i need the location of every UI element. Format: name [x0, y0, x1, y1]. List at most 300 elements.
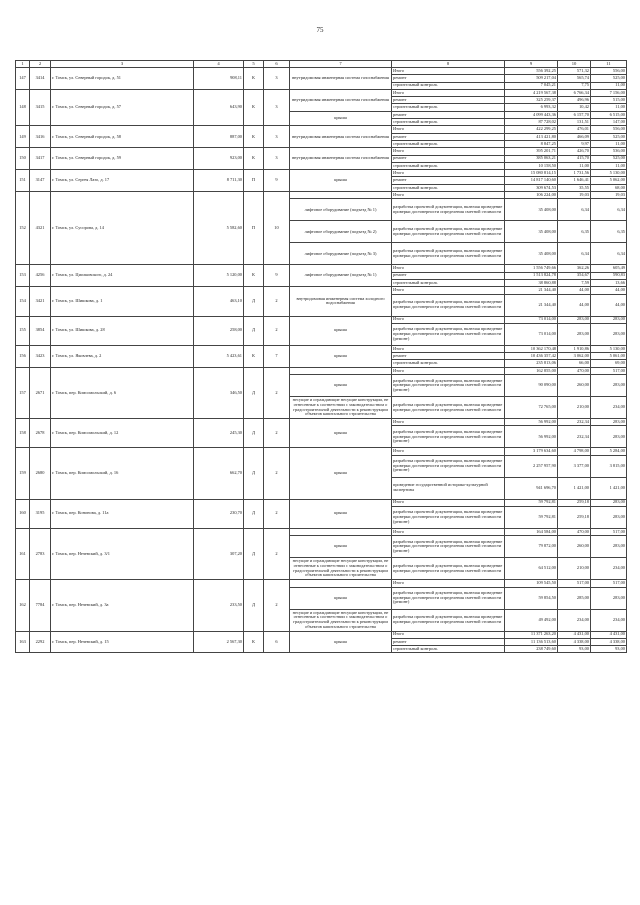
description-cell: разработка проектной документации, включая проведение проверки достоверности определения сметной стоимости (ремонт) [392, 426, 505, 448]
address-cell: г. Томск, пер. Нечевский, д. 3/1 [51, 528, 194, 579]
wall-material-cell: П [244, 192, 264, 265]
work-type-cell: крыша [290, 587, 392, 609]
unit-cost-cell: 283,00 [558, 323, 591, 345]
unit-cost-cell: 1 646,41 [558, 177, 591, 184]
address-cell: г. Томск, ул. Шишкова, д. 28 [51, 316, 194, 345]
cost-cell: 21 344,40 [505, 287, 558, 294]
unit-cost-cell: 426,70 [558, 148, 591, 155]
house-code-cell: 2292 [30, 631, 51, 653]
work-type-cell: крыша [290, 375, 392, 397]
column-header: 11 [591, 61, 627, 68]
cost-cell: 3 179 634,60 [505, 448, 558, 455]
cost-cell: 73 014,00 [505, 316, 558, 323]
address-cell: г. Томск, пер. Нечевский, д. 15 [51, 631, 194, 653]
cost-cell: 413 421,80 [505, 133, 558, 140]
address-cell: г. Томск, пер. Комсомольский, д. 6 [51, 367, 194, 418]
unit-cost-cell: 496,96 [558, 97, 591, 104]
description-cell: Итого [392, 528, 505, 535]
unit-cost-cell: 232,34 [558, 426, 591, 448]
cost-cell: 64 512,00 [505, 558, 558, 580]
description-cell: ремонт [392, 353, 505, 360]
row-number-cell: 152 [16, 192, 30, 265]
floors-cell: 6 [264, 631, 290, 653]
table-header-row [16, 61, 627, 68]
page-number: 75 [316, 26, 324, 34]
column-header: 1 [16, 61, 30, 68]
row-number-cell: 150 [16, 148, 30, 170]
unit-cost-cell: 4 431,00 [558, 631, 591, 638]
max-unit-cost-cell: 556,00 [591, 68, 627, 75]
column-header: 5 [244, 61, 264, 68]
cost-cell: 49 492,00 [505, 609, 558, 631]
table-row [16, 89, 627, 96]
unit-cost-cell: 565,74 [558, 75, 591, 82]
max-unit-cost-cell: 11,00 [591, 140, 627, 147]
description-cell: разработка проектной документации, включая проведение проверки достоверности определения сметной стоимости (ремонт) [392, 455, 505, 477]
work-type-cell: лифтовое оборудование (подъезд № 3) [290, 243, 392, 265]
work-type-cell: крыша [290, 499, 392, 528]
unit-cost-cell: 3 377,00 [558, 455, 591, 477]
work-type-cell: внутридомовая инженерная система газоснабжения [290, 148, 392, 170]
max-unit-cost-cell: 7 156,00 [591, 89, 627, 96]
unit-cost-cell: 131,51 [558, 119, 591, 126]
address-cell: г. Томск, пер. Кононова, д. 11а [51, 499, 194, 528]
wall-material-cell: Д [244, 367, 264, 418]
column-header: 2 [30, 61, 51, 68]
floors-cell: 3 [264, 148, 290, 170]
description-cell: строительный контроль [392, 279, 505, 286]
capital-repair-table [15, 60, 627, 653]
description-cell: Итого [392, 148, 505, 155]
max-unit-cost-cell: 517,00 [591, 580, 627, 587]
description-cell: строительный контроль [392, 82, 505, 89]
cost-cell: 1 513 824,78 [505, 272, 558, 279]
floors-cell: 2 [264, 580, 290, 631]
work-type-cell: крыша [290, 536, 392, 558]
cost-cell: 395 201,71 [505, 148, 558, 155]
wall-material-cell: К [244, 68, 264, 90]
floors-cell: 2 [264, 287, 290, 316]
wall-material-cell: К [244, 631, 264, 653]
row-number-cell: 149 [16, 126, 30, 148]
description-cell: разработка проектной документации, включая проведение проверки достоверности определения сметной стоимости (ремонт) [392, 536, 505, 558]
unit-cost-cell: 234,00 [558, 609, 591, 631]
row-number-cell: 154 [16, 287, 30, 316]
max-unit-cost-cell: 283,00 [591, 587, 627, 609]
table-row [16, 68, 627, 75]
table-row [16, 419, 627, 426]
description-cell: Итого [392, 448, 505, 455]
unit-cost-cell: 10,42 [558, 104, 591, 111]
work-type-cell [290, 528, 392, 535]
description-cell: ремонт [392, 97, 505, 104]
house-code-cell: 3414 [30, 68, 51, 90]
cost-cell: 4 099 443,36 [505, 111, 558, 118]
work-type-cell: лифтовое оборудование (подъезд № 2) [290, 221, 392, 243]
unit-cost-cell: 66,00 [558, 360, 591, 367]
cost-cell: 59 854,50 [505, 587, 558, 609]
wall-material-cell: Д [244, 287, 264, 316]
table-row [16, 345, 627, 352]
max-unit-cost-cell: 13,66 [591, 279, 627, 286]
description-cell: ремонт [392, 272, 505, 279]
unit-cost-cell: 466,09 [558, 133, 591, 140]
description-cell: Итого [392, 580, 505, 587]
table-row [16, 170, 627, 177]
cost-cell: 14 817 140,60 [505, 177, 558, 184]
max-unit-cost-cell: 283,00 [591, 323, 627, 345]
wall-material-cell: Д [244, 528, 264, 579]
house-code-cell: 3854 [30, 316, 51, 345]
floors-cell: 7 [264, 345, 290, 367]
table-row [16, 192, 627, 199]
max-unit-cost-cell: 556,00 [591, 126, 627, 133]
floors-cell: 2 [264, 419, 290, 448]
address-cell: г. Томск, ул. Шишкова, д. 1 [51, 287, 194, 316]
max-unit-cost-cell: 11,00 [591, 104, 627, 111]
cost-cell: 162 855,00 [505, 367, 558, 374]
unit-cost-cell: 6 766,34 [558, 89, 591, 96]
column-header: 6 [264, 61, 290, 68]
floors-cell: 9 [264, 265, 290, 287]
unit-cost-cell: 6 157,70 [558, 111, 591, 118]
cost-cell: 56 992,00 [505, 419, 558, 426]
max-unit-cost-cell: 283,00 [591, 316, 627, 323]
area-cell: 5 120,00 [194, 265, 244, 287]
area-cell: 245,30 [194, 419, 244, 448]
max-unit-cost-cell: 283,00 [591, 506, 627, 528]
unit-cost-cell: 6,35 [558, 221, 591, 243]
description-cell: Итого [392, 265, 505, 272]
table-row [16, 316, 627, 323]
max-unit-cost-cell: 19,03 [591, 192, 627, 199]
house-code-cell: 2680 [30, 448, 51, 499]
max-unit-cost-cell: 93,00 [591, 646, 627, 653]
work-type-cell: крыша [290, 170, 392, 192]
cost-cell: 59 792,81 [505, 506, 558, 528]
cost-cell: 385 063,21 [505, 155, 558, 162]
description-cell: Итого [392, 499, 505, 506]
wall-material-cell: Д [244, 580, 264, 631]
cost-cell: 73 014,00 [505, 323, 558, 345]
wall-material-cell: К [244, 345, 264, 367]
cost-cell: 59 792,81 [505, 499, 558, 506]
area-cell: 230,70 [194, 499, 244, 528]
max-unit-cost-cell: 525,00 [591, 155, 627, 162]
column-header: 4 [194, 61, 244, 68]
address-cell: г. Томск, пер. Комсомольский, д. 12 [51, 419, 194, 448]
house-code-cell: 3195 [30, 499, 51, 528]
description-cell: Итого [392, 367, 505, 374]
cost-cell: 6 993,32 [505, 104, 558, 111]
unit-cost-cell: 210,00 [558, 558, 591, 580]
unit-cost-cell: 260,00 [558, 375, 591, 397]
max-unit-cost-cell: 525,00 [591, 75, 627, 82]
row-number-cell: 157 [16, 367, 30, 418]
max-unit-cost-cell: 515,00 [591, 97, 627, 104]
description-cell: проведение государственной историко-культурной экспертизы [392, 477, 505, 499]
floors-cell: 2 [264, 528, 290, 579]
address-cell: г. Томск, ул. Северный городок, д. 57 [51, 89, 194, 125]
area-cell: 887,00 [194, 126, 244, 148]
house-code-cell: 3417 [30, 148, 51, 170]
cost-cell: 325 259,37 [505, 97, 558, 104]
house-code-cell: 4321 [30, 192, 51, 265]
column-header: 3 [51, 61, 194, 68]
house-code-cell: 2783 [30, 528, 51, 579]
row-number-cell: 147 [16, 68, 30, 90]
max-unit-cost-cell: 44,00 [591, 294, 627, 316]
cost-cell: 35 408,00 [505, 243, 558, 265]
unit-cost-cell: 19,03 [558, 192, 591, 199]
unit-cost-cell: 415,70 [558, 155, 591, 162]
cost-cell: 556 392,25 [505, 68, 558, 75]
table-row [16, 265, 627, 272]
table-row [16, 580, 627, 587]
unit-cost-cell: 93,00 [558, 646, 591, 653]
description-cell: разработка проектной документации, включая проведение проверки достоверности определения сметной стоимости (ремонт) [392, 587, 505, 609]
column-header: 7 [290, 61, 392, 68]
floors-cell: 2 [264, 499, 290, 528]
unit-cost-cell: 259,18 [558, 499, 591, 506]
unit-cost-cell: 1 421,00 [558, 477, 591, 499]
table-row [16, 148, 627, 155]
unit-cost-cell: 7,59 [558, 279, 591, 286]
row-number-cell: 162 [16, 580, 30, 631]
cost-cell: 72 765,00 [505, 397, 558, 419]
max-unit-cost-cell: 4 431,00 [591, 631, 627, 638]
cost-cell: 10 158,50 [505, 162, 558, 169]
max-unit-cost-cell: 5 130,00 [591, 345, 627, 352]
cost-cell: 106 224,00 [505, 192, 558, 199]
description-cell: ремонт [392, 111, 505, 118]
unit-cost-cell: 1 731,56 [558, 170, 591, 177]
cost-cell: 11 136 513,60 [505, 638, 558, 645]
max-unit-cost-cell: 605,49 [591, 265, 627, 272]
area-cell: 307,20 [194, 528, 244, 579]
cost-cell: 509 217,04 [505, 75, 558, 82]
unit-cost-cell: 35,55 [558, 184, 591, 191]
area-cell: 346,50 [194, 367, 244, 418]
description-cell: строительный контроль [392, 360, 505, 367]
area-cell: 5 423,61 [194, 345, 244, 367]
description-cell: разработка проектной документации, включая проведение проверки достоверности определения сметной стоимости [392, 558, 505, 580]
area-cell: 463,10 [194, 287, 244, 316]
max-unit-cost-cell: 517,00 [591, 528, 627, 535]
address-cell: г. Томск, ул. Сусорова, д. 14 [51, 192, 194, 265]
description-cell: разработка проектной документации, включая проведение проверки достоверности определения сметной стоимости [392, 609, 505, 631]
description-cell: ремонт [392, 155, 505, 162]
row-number-cell: 159 [16, 448, 30, 499]
unit-cost-cell: 260,00 [558, 536, 591, 558]
table-row [16, 631, 627, 638]
cost-cell: 238 749,60 [505, 646, 558, 653]
unit-cost-cell: 210,00 [558, 397, 591, 419]
unit-cost-cell: 6,34 [558, 199, 591, 221]
unit-cost-cell: 6,34 [558, 243, 591, 265]
max-unit-cost-cell: 11,00 [591, 82, 627, 89]
row-number-cell: 160 [16, 499, 30, 528]
description-cell: ремонт [392, 133, 505, 140]
floors-cell: 2 [264, 316, 290, 345]
cost-cell: 941 696,70 [505, 477, 558, 499]
address-cell: г. Томск, ул. Северный городок, д. 59 [51, 148, 194, 170]
address-cell: г. Томск, ул. Циолковского, д. 24 [51, 265, 194, 287]
work-type-cell: несущие и ограждающие несущие конструкции, не отнесенные к соответствии с законодательством о градостроительной деятельности к реконструкции объектов капитального строительства [290, 558, 392, 580]
unit-cost-cell: 476,01 [558, 126, 591, 133]
work-type-cell: лифтовое оборудование (подъезд № 1) [290, 265, 392, 287]
max-unit-cost-cell: 590,83 [591, 272, 627, 279]
work-type-cell: несущие и ограждающие несущие конструкции, не отнесенные к соответствии с законодательством о градостроительной деятельности к реконструкции объектов капитального строительства [290, 609, 392, 631]
wall-material-cell: Д [244, 316, 264, 345]
house-code-cell: 2671 [30, 367, 51, 418]
unit-cost-cell: 470,00 [558, 528, 591, 535]
description-cell: Итого [392, 192, 505, 199]
cost-cell: 35 408,00 [505, 221, 558, 243]
work-type-cell: крыша [290, 448, 392, 499]
work-type-cell: крыша [290, 419, 392, 448]
floors-cell: 3 [264, 68, 290, 90]
max-unit-cost-cell: 525,00 [591, 133, 627, 140]
table-row [16, 448, 627, 455]
work-type-cell: внутридомовая инженерная система холодного водоснабжения [290, 287, 392, 316]
address-cell: г. Томск, пер. Нечевский, д. 3а [51, 580, 194, 631]
row-number-cell: 151 [16, 170, 30, 192]
area-cell: 643,90 [194, 89, 244, 125]
max-unit-cost-cell: 147,00 [591, 119, 627, 126]
cost-cell: 10 362 170,48 [505, 345, 558, 352]
max-unit-cost-cell: 283,00 [591, 499, 627, 506]
description-cell: ремонт [392, 75, 505, 82]
floors-cell: 10 [264, 192, 290, 265]
description-cell: разработка проектной документации, включая проведение проверки достоверности определения сметной стоимости (ремонт) [392, 323, 505, 345]
description-cell: строительный контроль [392, 646, 505, 653]
floors-cell: 3 [264, 89, 290, 125]
max-unit-cost-cell: 3 815,00 [591, 455, 627, 477]
wall-material-cell: Д [244, 499, 264, 528]
area-cell: 2 567,30 [194, 631, 244, 653]
cost-cell: 1 556 749,66 [505, 265, 558, 272]
address-cell: г. Томск, ул. Северный городок, д. 51 [51, 68, 194, 90]
max-unit-cost-cell: 234,00 [591, 397, 627, 419]
unit-cost-cell: 1 910,86 [558, 345, 591, 352]
description-cell: строительный контроль [392, 162, 505, 169]
table-row [16, 528, 627, 535]
max-unit-cost-cell: 283,00 [591, 419, 627, 426]
work-type-cell [290, 192, 392, 199]
house-code-cell: 3416 [30, 126, 51, 148]
unit-cost-cell: 283,00 [558, 316, 591, 323]
description-cell: строительный контроль [392, 119, 505, 126]
row-number-cell: 161 [16, 528, 30, 579]
floors-cell: 9 [264, 170, 290, 192]
max-unit-cost-cell: 5 062,00 [591, 177, 627, 184]
max-unit-cost-cell: 68,00 [591, 184, 627, 191]
work-type-cell [290, 580, 392, 587]
description-cell: разработка проектной документации, включая проведение проверки достоверности определения сметной стоимости [392, 243, 505, 265]
table-row [16, 499, 627, 506]
max-unit-cost-cell: 234,00 [591, 609, 627, 631]
unit-cost-cell: 285,00 [558, 587, 591, 609]
house-code-cell: 3421 [30, 287, 51, 316]
max-unit-cost-cell: 5 130,00 [591, 170, 627, 177]
table-row [16, 287, 627, 294]
unit-cost-cell: 517,00 [558, 580, 591, 587]
description-cell: Итого [392, 287, 505, 294]
unit-cost-cell: 232,34 [558, 419, 591, 426]
cost-cell: 56 992,00 [505, 426, 558, 448]
unit-cost-cell: 362,26 [558, 265, 591, 272]
max-unit-cost-cell: 517,00 [591, 367, 627, 374]
description-cell: Итого [392, 345, 505, 352]
cost-cell: 4 219 567,38 [505, 89, 558, 96]
work-type-cell: внутридомовая инженерная система газоснабжения [290, 68, 392, 90]
row-number-cell: 163 [16, 631, 30, 653]
unit-cost-cell: 9,97 [558, 140, 591, 147]
address-cell: г. Томск, пер. Комсомольский, д. 16 [51, 448, 194, 499]
work-type-cell: лифтовое оборудование (подъезд № 1) [290, 199, 392, 221]
max-unit-cost-cell: 283,00 [591, 375, 627, 397]
max-unit-cost-cell: 5 061,00 [591, 353, 627, 360]
area-cell: 662,70 [194, 448, 244, 499]
area-cell: 8 711,30 [194, 170, 244, 192]
address-cell: г. Томск, ул. Сергея Лазо, д. 17 [51, 170, 194, 192]
unit-cost-cell: 470,00 [558, 367, 591, 374]
wall-material-cell: Д [244, 419, 264, 448]
cost-cell: 87 728,02 [505, 119, 558, 126]
description-cell: строительный контроль [392, 184, 505, 191]
max-unit-cost-cell: 234,00 [591, 558, 627, 580]
house-code-cell: 3147 [30, 170, 51, 192]
column-header: 10 [558, 61, 591, 68]
cost-cell: 79 872,00 [505, 536, 558, 558]
house-code-cell: 3423 [30, 345, 51, 367]
work-type-cell: внутридомовая инженерная система газоснабжения [290, 89, 392, 111]
work-type-cell: крыша [290, 631, 392, 653]
description-cell: разработка проектной документации, включая проведение проверки достоверности определения сметной стоимости [392, 199, 505, 221]
wall-material-cell: К [244, 265, 264, 287]
wall-material-cell: Д [244, 448, 264, 499]
unit-cost-cell: 354,67 [558, 272, 591, 279]
floors-cell: 2 [264, 448, 290, 499]
max-unit-cost-cell: 6,34 [591, 243, 627, 265]
unit-cost-cell: 571,32 [558, 68, 591, 75]
cost-cell: 164 584,00 [505, 528, 558, 535]
max-unit-cost-cell: 283,00 [591, 536, 627, 558]
cost-cell: 7 045,21 [505, 82, 558, 89]
floors-cell: 3 [264, 126, 290, 148]
address-cell: г. Томск, ул. Северный городок, д. 58 [51, 126, 194, 148]
house-code-cell: 2678 [30, 419, 51, 448]
unit-cost-cell: 11,00 [558, 162, 591, 169]
cost-cell: 90 090,00 [505, 375, 558, 397]
cost-cell: 35 408,00 [505, 199, 558, 221]
area-cell: 258,00 [194, 316, 244, 345]
house-code-cell: 4256 [30, 265, 51, 287]
unit-cost-cell: 44,00 [558, 287, 591, 294]
work-type-cell: несущие и ограждающие несущие конструкции, не отнесенные к соответствии с законодательством о градостроительной деятельности к реконструкции объектов капитального строительства [290, 397, 392, 419]
unit-cost-cell: 259,18 [558, 506, 591, 528]
description-cell: Итого [392, 631, 505, 638]
description-cell: разработка проектной документации, включая проведение проверки достоверности определения сметной стоимости [392, 221, 505, 243]
cost-cell: 109 545,50 [505, 580, 558, 587]
row-number-cell: 153 [16, 265, 30, 287]
cost-cell: 10 436 357,42 [505, 353, 558, 360]
max-unit-cost-cell: 11,00 [591, 162, 627, 169]
area-cell: 233,50 [194, 580, 244, 631]
description-cell: Итого [392, 89, 505, 96]
house-code-cell: 3415 [30, 89, 51, 125]
